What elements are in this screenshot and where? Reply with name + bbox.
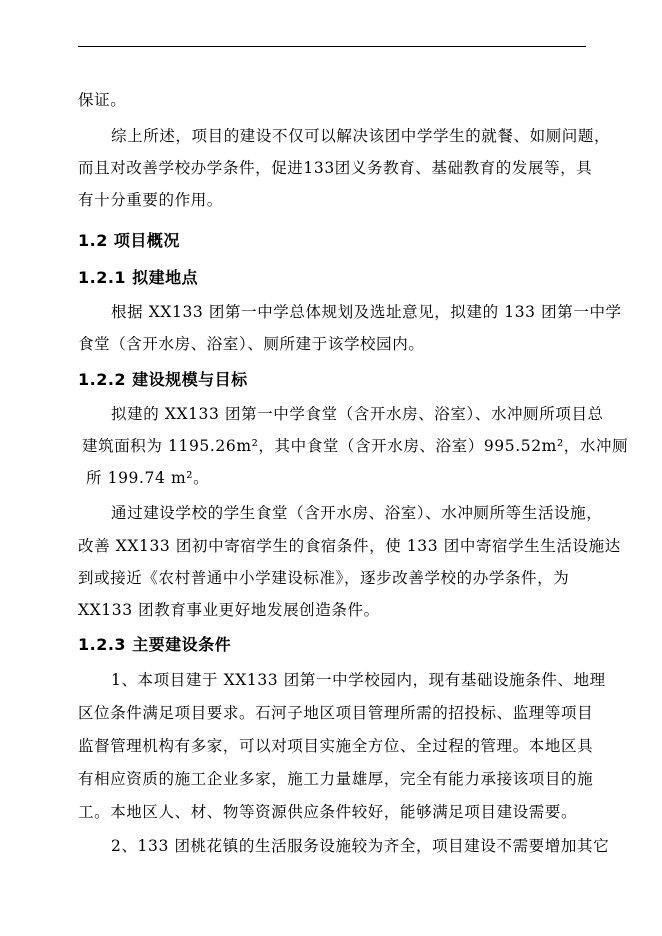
section-1-2-1-line-1: 根据 XX133 团第一中学总体规划及选址意见，拟建的 133 团第一中学 <box>111 303 622 321</box>
section-1-2-3-p1-line-3: 监督管理机构有多家，可以对项目实施全方位、全过程的管理。本地区具 <box>78 737 594 755</box>
section-1-2-3-p1-line-5: 工。本地区人、材、物等资源供应条件较好，能够满足项目建设需要。 <box>78 803 578 821</box>
paragraph-summary-line-3: 有十分重要的作用。 <box>78 191 223 209</box>
heading-1-2-2: 1.2.2 建设规模与目标 <box>78 370 248 389</box>
section-1-2-3-p2-line-1: 2、133 团桃花镇的生活服务设施较为齐全，项目建设不需要增加其它 <box>111 837 610 855</box>
section-1-2-2-p2-line-2: 改善 XX133 团初中寄宿学生的食宿条件，使 133 团中寄宿学生生活设施达 <box>78 537 621 555</box>
heading-1-2: 1.2 项目概况 <box>78 231 180 250</box>
section-1-2-1-line-2: 食堂（含开水房、浴室）、厕所建于该学校园内。 <box>78 335 425 353</box>
heading-1-2-3: 1.2.3 主要建设条件 <box>78 635 232 654</box>
section-1-2-3-p1-line-2: 区位条件满足项目要求。石河子地区项目管理所需的招投标、监理等项目 <box>78 704 594 722</box>
section-1-2-2-p1-line-1: 拟建的 XX133 团第一中学食堂（含开水房、浴室）、水冲厕所项目总 <box>111 405 604 423</box>
section-1-2-2-p1-line-2: 建筑面积为 1195.26m²，其中食堂（含开水房、浴室）995.52m²，水冲厕 <box>82 437 629 455</box>
section-1-2-2-p2-line-4: XX133 团教育事业更好地发展创造条件。 <box>78 601 380 619</box>
paragraph-summary-line-2: 而且对改善学校办学条件，促进133团义务教育、基础教育的发展等，具 <box>78 159 593 177</box>
paragraph-summary-line-1: 综上所述，项目的建设不仅可以解决该团中学学生的就餐、如厕问题， <box>111 127 611 145</box>
header-rule <box>78 46 586 47</box>
section-1-2-3-p1-line-1: 1、本项目建于 XX133 团第一中学校园内，现有基础设施条件、地理 <box>111 671 606 689</box>
section-1-2-2-p2-line-3: 到或接近《农村普通中小学建设标准》，逐步改善学校的办学条件，为 <box>78 569 570 587</box>
heading-1-2-1: 1.2.1 拟建地点 <box>78 268 199 287</box>
section-1-2-3-p1-line-4: 有相应资质的施工企业多家，施工力量雄厚，完全有能力承接该项目的施 <box>78 770 594 788</box>
paragraph-intro-line: 保证。 <box>78 91 127 109</box>
section-1-2-2-p2-line-1: 通过建设学校的学生食堂（含开水房、浴室）、水冲厕所等生活设施， <box>111 504 603 522</box>
section-1-2-2-p1-line-3: 所 199.74 m²。 <box>86 469 210 487</box>
